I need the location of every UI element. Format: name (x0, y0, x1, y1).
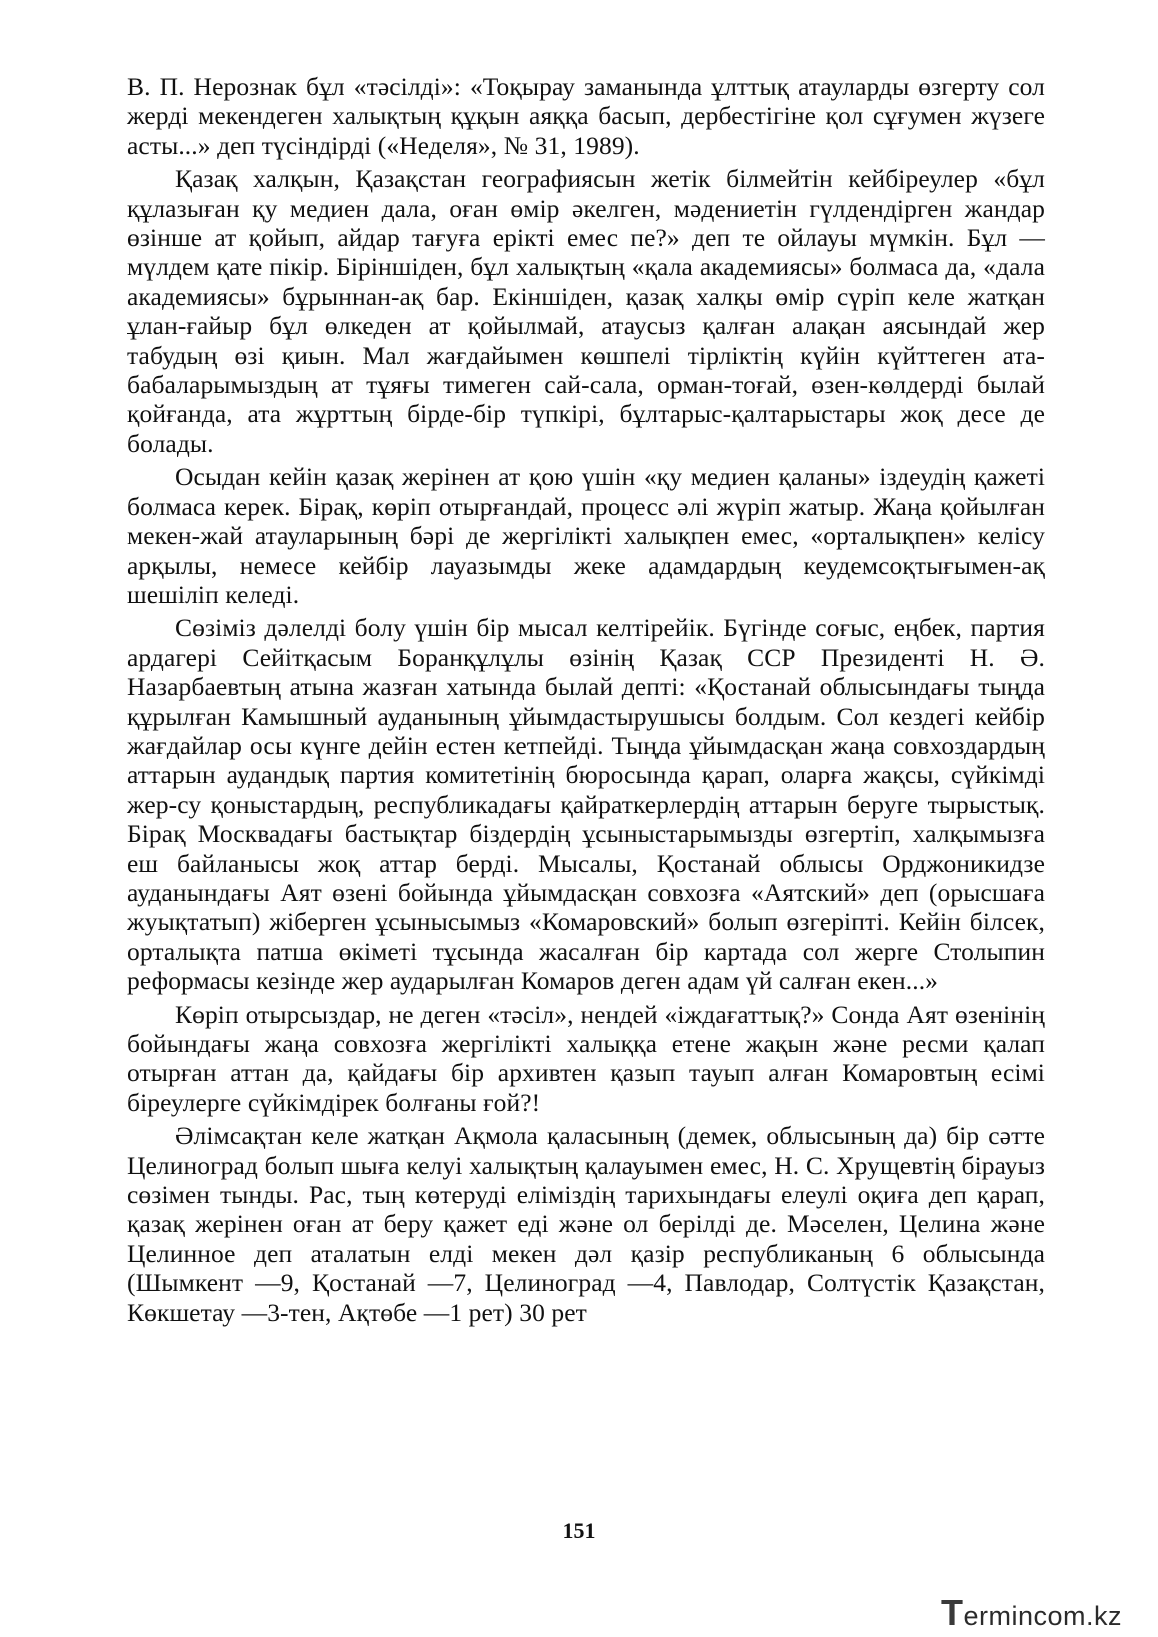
paragraph-6: Әлімсақтан келе жатқан Ақмола қаласының (демек, облысының да) бір сәтте Целиноград болып шыға келуі халықтың қалауымен емес, Н. С. Хрущевтің бірауыз сөзімен тынды. Рас, тың көтеруді еліміздің тарихындағы елеулі оқиға деп қарап, қазақ жерінен оған ат беру қажет еді және ол берілді де. Мәселен, Целина және Целинное деп аталатын елді мекен дәл қазір республиканың 6 облысында (Шымкент —9, Қостанай —7, Целиноград —4, Павлодар, Солтүстік Қазақстан, Көкшетау —3-тен, Ақтөбе —1 рет) 30 рет (127, 1121, 1045, 1327)
watermark-rest: erminc (963, 1601, 1048, 1631)
page-number: 151 (562, 1518, 596, 1543)
paragraph-3: Осыдан кейін қазақ жерінен ат қою үшін «қу медиен қаланы» іздеудің қажеті болмаса керек. Бірақ, көріп отырғандай, процесс әлі жүріп жатыр. Жаңа қойылған мекен-жай атауларының бәрі де жергілікті халықпен емес, «орталықпен» келісу арқылы, немесе кейбір лауазымды жеке адамдардың кеудемсоқтығымен-ақ шешіліп келеді. (127, 462, 1045, 609)
paragraph-4: Сөзіміз дәлелді болу үшін бір мысал келтірейік. Бүгінде соғыс, еңбек, партия ардагері Сейітқасым Боранқұлұлы өзінің Қазақ ССР Президенті Н. Ә. Назарбаевтың атына жазған хатында былай депті: «Қостанай облысындағы тыңда құрылған Камышный ауданының ұйымдастырушысы болдым. Сол кездегі кейбір жағдайлар осы күнге дейін естен кетпейді. Тыңда ұйымдасқан жаңа совхоздардың аттарын аудандық партия комитетінің бюросында қарап, оларға жақсы, сүйкімді жер-су қоныстардың, республикадағы қайраткерлердің аттарын беруге тырыстық. Бірақ Москвадағы бастықтар біздердің ұсыныстарымызды өзгертіп, халқымызға еш байланысы жоқ аттар берді. Мысалы, Қостанай облысы Орджоникидзе ауданындағы Аят өзені бойында ұйымдасқан совхозға «Аятский» деп (орысшаға жуықтатып) жіберген ұсынысымыз «Комаровский» болып өзгеріпті. Кейін білсек, орталықта патша өкіметі тұсында жасалған бір картада сол жерге Столыпин реформасы кезінде жер аударылған Комаров деген адам үй салған екен...» (127, 613, 1045, 996)
paragraph-2: Қазақ халқын, Қазақстан географиясын жетік білмейтін кейбіреулер «бұл құлазыған қу медиен дала, оған өмір әкелген, мәдениетін гүлдендірген жандар өзінше ат қойып, айдар тағуға ерікті емес пе?» деп те ойлауы мүмкін. Бұл — мүлдем қате пікір. Біріншіден, бұл халықтың «қала академиясы» болмаса да, «дала академиясы» бұрыннан-ақ бар. Екіншіден, қазақ халқы өмір сүріп келе жатқан ұлан-ғайыр бұл өлкеден ат қойылмай, атаусыз қалған алақан аясындай жер табудың өзі қиын. Мал жағдайымен көшпелі тірліктің күйін күйттеген ата-бабаларымыздың ат тұяғы тимеген сай-сала, орман-тоғай, өзен-көлдерді былай қойғанда, ата жұрттың бірде-бір түпкірі, бұлтарыс-қалтарыстары жоқ десе де болады. (127, 164, 1045, 458)
paragraph-1: В. П. Нерознак бұл «тәсілді»: «Тоқырау заманында ұлттық атауларды өзгерту сол жерді мекендеген халықтың құқын аяққа басып, дербестігіне қол сұғумен жүзеге асты...» деп түсіндірді («Неделя», № 31, 1989). (127, 72, 1045, 160)
paragraph-5: Көріп отырсыздар, не деген «тәсіл», нендей «іждағаттық?» Сонда Аят өзенінің бойындағы жаңа совхозға жергілікті халыққа етене жақын және ресми қалап отырған аттан да, қайдағы бір архивтен қазып тауып алған Комаровтың есімі біреулерге сүйкімдірек болғаны ғой?! (127, 999, 1045, 1117)
site-watermark (941, 1592, 1122, 1634)
page-body (127, 72, 1045, 1331)
watermark-tail: m.kz (1063, 1601, 1122, 1631)
watermark-initial: T (940, 1592, 964, 1633)
watermark-o: o (1047, 1601, 1063, 1631)
